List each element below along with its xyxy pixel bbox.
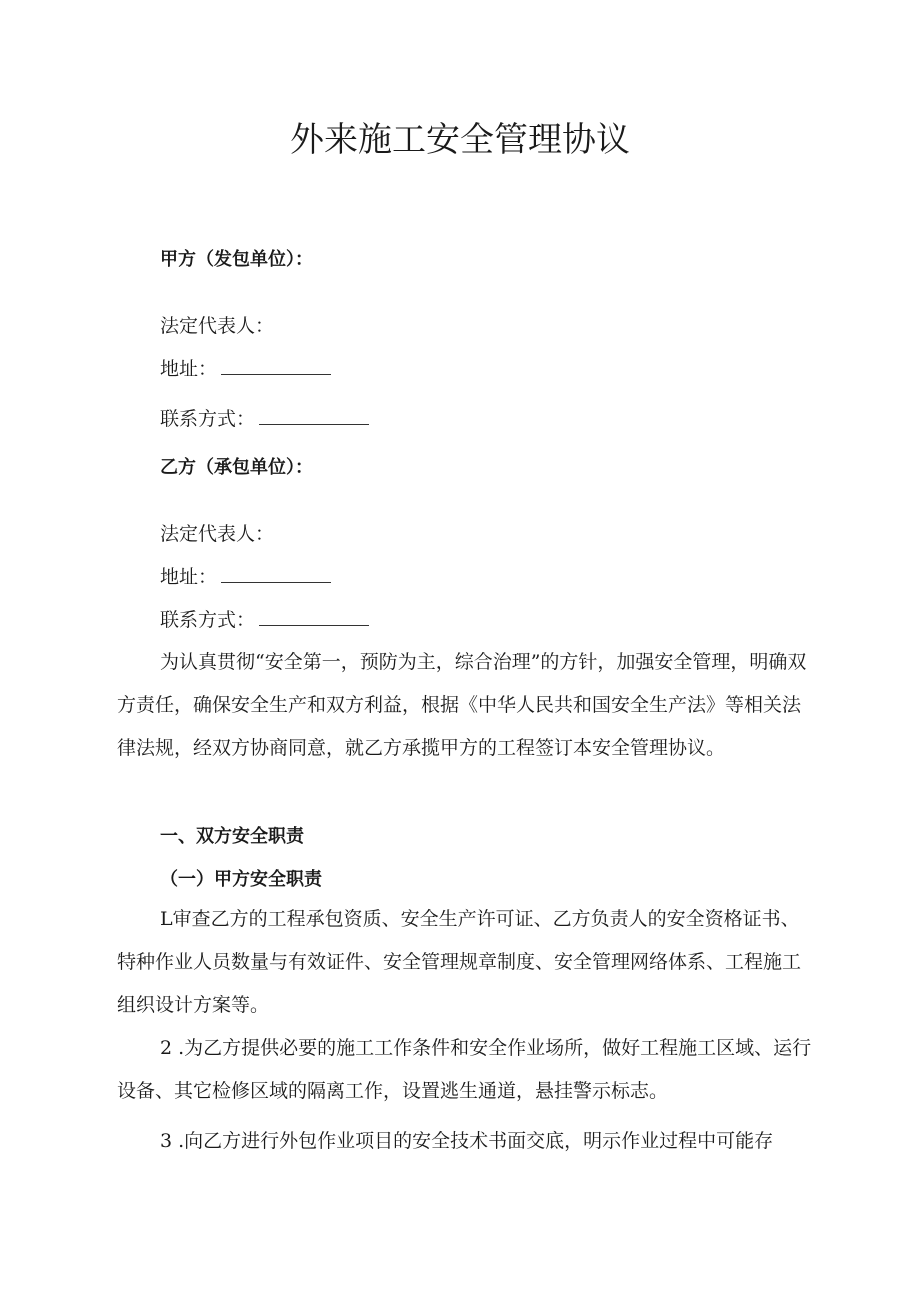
party-a-contact-row [160,406,369,432]
party-b-address-blank [221,564,331,583]
party-b-contact-blank [259,607,369,626]
subsection-heading: （一）甲方安全职责 [160,869,322,890]
party-a-contact-blank [259,406,369,425]
party-a-address-label: 地址： [160,358,218,380]
item-text: L审查乙方的工程承包资质、安全生产许可证、乙方负责人的安全资格证书、特种作业人员数量与有效证件、安全管理规章制度、安全管理网络体系、工程施工组织设计方案等。 [117,908,802,1016]
party-b-contact-row [160,607,369,633]
party-a-address-row [160,356,331,382]
party-b-address-row [160,564,331,590]
section-heading: 一、双方安全职责 [160,826,304,847]
party-b-address-label: 地址： [160,566,218,588]
document-title: 外来施工安全管理协议 [290,120,630,160]
item-text: 3 .向乙方进行外包作业项目的安全技术书面交底，明示作业过程中可能存 [160,1130,774,1152]
intro-text: 为认真贯彻“安全第一，预防为主，综合治理”的方针，加强安全管理，明确双方责任，确保安全生产和双方利益，根据《中华人民共和国安全生产法》等相关法律法规，经双方协商同意，就乙方承揽甲方的工程签订本安全管理协议。 [117,651,807,759]
list-item [117,1027,817,1113]
party-a-rep-label: 法定代表人： [160,315,275,337]
party-a-contact-label: 联系方式： [160,408,256,430]
intro-paragraph [117,641,817,770]
list-item [117,1120,817,1163]
party-b-rep-label: 法定代表人： [160,523,275,545]
party-b-heading: 乙方（承包单位）： [160,457,313,478]
item-text: 2 .为乙方提供必要的施工工作条件和安全作业场所，做好工程施工区域、运行设备、其它检修区域的隔离工作，设置逃生通道，悬挂警示标志。 [117,1037,812,1102]
party-b-contact-label: 联系方式： [160,609,256,631]
party-a-address-blank [221,356,331,375]
list-item [117,898,817,1027]
party-a-heading: 甲方（发包单位）： [160,249,313,270]
